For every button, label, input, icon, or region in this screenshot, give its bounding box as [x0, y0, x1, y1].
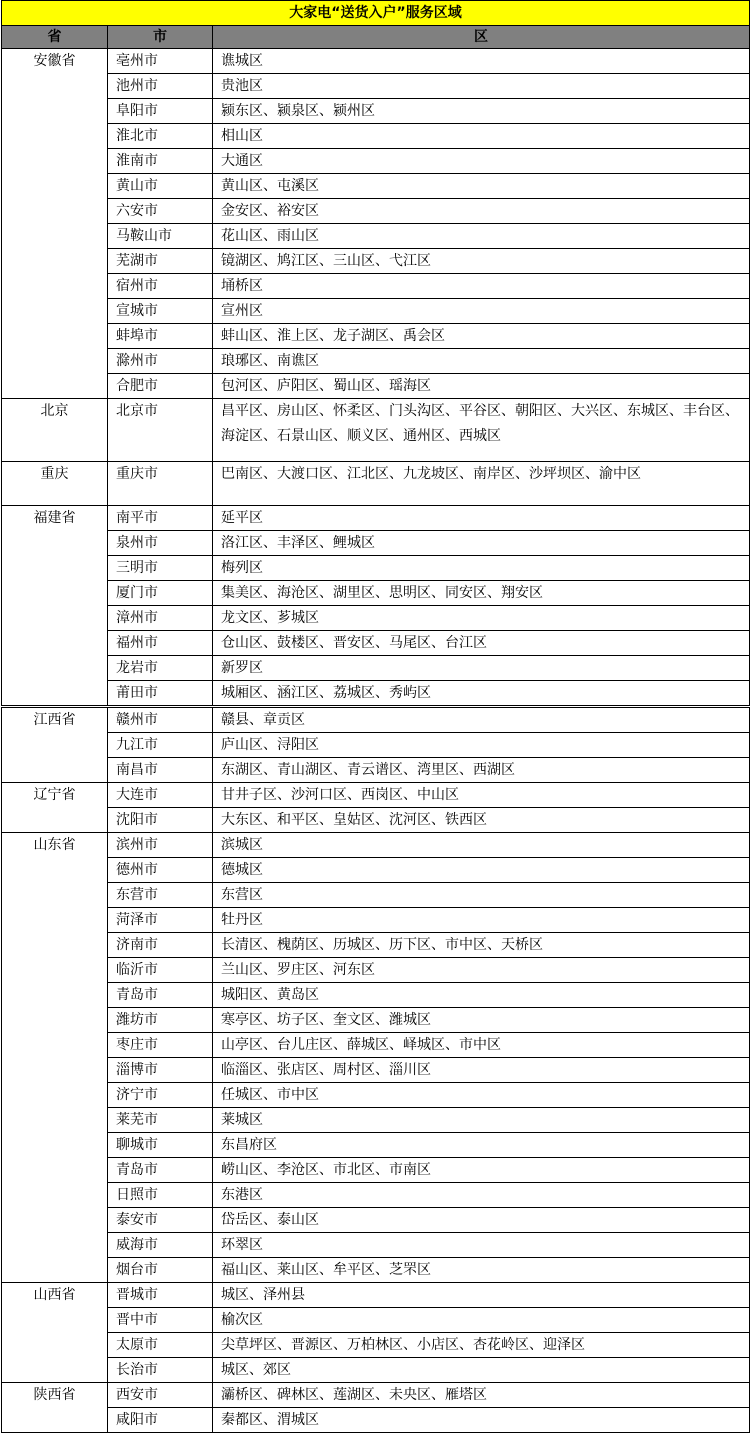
district-cell: 贵池区: [213, 74, 750, 99]
district-cell: 秦都区、渭城区: [213, 1408, 750, 1433]
table-row: [2, 124, 750, 149]
table-row: [2, 656, 750, 681]
city-cell: 淄博市: [108, 1058, 213, 1083]
district-header: 区: [213, 26, 750, 49]
city-cell: 重庆市: [108, 462, 213, 506]
city-cell: 漳州市: [108, 606, 213, 631]
table-row: [2, 1008, 750, 1033]
table-row: [2, 506, 750, 531]
district-cell: 昌平区、房山区、怀柔区、门头沟区、平谷区、朝阳区、大兴区、东城区、丰台区、海淀区、石景山区、顺义区、通州区、西城区: [213, 399, 750, 462]
city-cell: 东营市: [108, 883, 213, 908]
city-cell: 长治市: [108, 1358, 213, 1383]
district-cell: 牡丹区: [213, 908, 750, 933]
table-row: [2, 74, 750, 99]
district-cell: 滨城区: [213, 833, 750, 858]
table-row: [2, 933, 750, 958]
district-cell: 琅琊区、南谯区: [213, 349, 750, 374]
city-cell: 咸阳市: [108, 1408, 213, 1433]
table-row: [2, 462, 750, 506]
city-cell: 青岛市: [108, 983, 213, 1008]
city-cell: 潍坊市: [108, 1008, 213, 1033]
district-cell: 甘井子区、沙河口区、西岗区、中山区: [213, 783, 750, 808]
district-cell: 东昌府区: [213, 1133, 750, 1158]
table-row: [2, 1208, 750, 1233]
city-cell: 烟台市: [108, 1258, 213, 1283]
table-row: [2, 1308, 750, 1333]
table-row: [2, 249, 750, 274]
district-cell: 谯城区: [213, 49, 750, 74]
district-cell: 延平区: [213, 506, 750, 531]
city-cell: 马鞍山市: [108, 224, 213, 249]
table-row: [2, 1158, 750, 1183]
district-cell: 蚌山区、淮上区、龙子湖区、禹会区: [213, 324, 750, 349]
city-cell: 莱芜市: [108, 1108, 213, 1133]
district-cell: 城区、泽州县: [213, 1283, 750, 1308]
city-cell: 黄山市: [108, 174, 213, 199]
district-cell: 仓山区、鼓楼区、晋安区、马尾区、台江区: [213, 631, 750, 656]
city-cell: 龙岩市: [108, 656, 213, 681]
table-row: [2, 556, 750, 581]
district-cell: 巴南区、大渡口区、江北区、九龙坡区、南岸区、沙坪坝区、渝中区: [213, 462, 750, 506]
district-cell: 龙文区、芗城区: [213, 606, 750, 631]
city-cell: 阜阳市: [108, 99, 213, 124]
table-row: [2, 581, 750, 606]
city-cell: 宣城市: [108, 299, 213, 324]
district-cell: 镜湖区、鸠江区、三山区、弋江区: [213, 249, 750, 274]
district-cell: 集美区、海沧区、湖里区、思明区、同安区、翔安区: [213, 581, 750, 606]
district-cell: 莱城区: [213, 1108, 750, 1133]
district-cell: 兰山区、罗庄区、河东区: [213, 958, 750, 983]
district-cell: 宣州区: [213, 299, 750, 324]
city-cell: 宿州市: [108, 274, 213, 299]
table-row: [2, 324, 750, 349]
table-row: [2, 606, 750, 631]
province-cell: 陕西省: [2, 1383, 108, 1433]
city-cell: 临沂市: [108, 958, 213, 983]
district-cell: 长清区、槐荫区、历城区、历下区、市中区、天桥区: [213, 933, 750, 958]
district-cell: 岱岳区、泰山区: [213, 1208, 750, 1233]
district-cell: 包河区、庐阳区、蜀山区、瑶海区: [213, 374, 750, 399]
title-row: [2, 1, 750, 26]
city-cell: 蚌埠市: [108, 324, 213, 349]
district-cell: 新罗区: [213, 656, 750, 681]
city-cell: 聊城市: [108, 1133, 213, 1158]
table-row: [2, 199, 750, 224]
table-row: [2, 1033, 750, 1058]
table-row: [2, 274, 750, 299]
district-cell: 榆次区: [213, 1308, 750, 1333]
province-cell: 江西省: [2, 707, 108, 783]
province-cell: 北京: [2, 399, 108, 462]
district-cell: 尖草坪区、晋源区、万柏林区、小店区、杏花岭区、迎泽区: [213, 1333, 750, 1358]
city-cell: 晋城市: [108, 1283, 213, 1308]
header-row: [2, 26, 750, 49]
table-row: [2, 1058, 750, 1083]
district-cell: 寒亭区、坊子区、奎文区、潍城区: [213, 1008, 750, 1033]
district-cell: 福山区、莱山区、牟平区、芝罘区: [213, 1258, 750, 1283]
district-cell: 城区、郊区: [213, 1358, 750, 1383]
city-cell: 赣州市: [108, 707, 213, 733]
table-row: [2, 1283, 750, 1308]
city-cell: 泉州市: [108, 531, 213, 556]
district-cell: 庐山区、浔阳区: [213, 733, 750, 758]
table-body: [2, 49, 750, 1433]
city-cell: 枣庄市: [108, 1033, 213, 1058]
table-row: [2, 531, 750, 556]
district-cell: 金安区、裕安区: [213, 199, 750, 224]
district-cell: 梅列区: [213, 556, 750, 581]
city-cell: 晋中市: [108, 1308, 213, 1333]
district-cell: 大通区: [213, 149, 750, 174]
city-cell: 三明市: [108, 556, 213, 581]
table-row: [2, 958, 750, 983]
table-row: [2, 733, 750, 758]
district-cell: 花山区、雨山区: [213, 224, 750, 249]
city-header: 市: [108, 26, 213, 49]
district-cell: 环翠区: [213, 1233, 750, 1258]
city-cell: 合肥市: [108, 374, 213, 399]
district-cell: 洛江区、丰泽区、鲤城区: [213, 531, 750, 556]
city-cell: 德州市: [108, 858, 213, 883]
table-row: [2, 374, 750, 399]
table-row: [2, 681, 750, 707]
city-cell: 太原市: [108, 1333, 213, 1358]
district-cell: 任城区、市中区: [213, 1083, 750, 1108]
district-cell: 灞桥区、碑林区、莲湖区、未央区、雁塔区: [213, 1383, 750, 1408]
city-cell: 济宁市: [108, 1083, 213, 1108]
district-cell: 东港区: [213, 1183, 750, 1208]
table-row: [2, 808, 750, 833]
table-row: [2, 908, 750, 933]
district-cell: 山亭区、台儿庄区、薛城区、峄城区、市中区: [213, 1033, 750, 1058]
table-row: [2, 1233, 750, 1258]
district-cell: 颍东区、颍泉区、颍州区: [213, 99, 750, 124]
city-cell: 南平市: [108, 506, 213, 531]
city-cell: 芜湖市: [108, 249, 213, 274]
district-cell: 德城区: [213, 858, 750, 883]
city-cell: 大连市: [108, 783, 213, 808]
table-row: [2, 758, 750, 783]
city-cell: 九江市: [108, 733, 213, 758]
city-cell: 泰安市: [108, 1208, 213, 1233]
table-row: [2, 1133, 750, 1158]
table-row: [2, 149, 750, 174]
province-cell: 重庆: [2, 462, 108, 506]
city-cell: 滁州市: [108, 349, 213, 374]
province-cell: 山东省: [2, 833, 108, 1283]
district-cell: 城厢区、涵江区、荔城区、秀屿区: [213, 681, 750, 707]
city-cell: 威海市: [108, 1233, 213, 1258]
table-row: [2, 983, 750, 1008]
district-cell: 大东区、和平区、皇姑区、沈河区、铁西区: [213, 808, 750, 833]
table-row: [2, 833, 750, 858]
city-cell: 池州市: [108, 74, 213, 99]
table-row: [2, 1083, 750, 1108]
city-cell: 莆田市: [108, 681, 213, 707]
table-row: [2, 1108, 750, 1133]
city-cell: 淮北市: [108, 124, 213, 149]
province-cell: 福建省: [2, 506, 108, 707]
city-cell: 菏泽市: [108, 908, 213, 933]
city-cell: 淮南市: [108, 149, 213, 174]
city-cell: 日照市: [108, 1183, 213, 1208]
table-row: [2, 299, 750, 324]
table-row: [2, 631, 750, 656]
district-cell: 黄山区、屯溪区: [213, 174, 750, 199]
table-row: [2, 1408, 750, 1433]
service-area-table: [1, 0, 750, 1433]
table-row: [2, 707, 750, 733]
district-cell: 东营区: [213, 883, 750, 908]
table-row: [2, 1333, 750, 1358]
district-cell: 赣县、章贡区: [213, 707, 750, 733]
city-cell: 亳州市: [108, 49, 213, 74]
district-cell: 城阳区、黄岛区: [213, 983, 750, 1008]
table-row: [2, 1358, 750, 1383]
table-title: 大家电“送货入户”服务区域: [2, 1, 750, 26]
table-row: [2, 174, 750, 199]
province-cell: 安徽省: [2, 49, 108, 399]
city-cell: 厦门市: [108, 581, 213, 606]
city-cell: 滨州市: [108, 833, 213, 858]
city-cell: 济南市: [108, 933, 213, 958]
district-cell: 埇桥区: [213, 274, 750, 299]
table-row: [2, 399, 750, 462]
province-cell: 山西省: [2, 1283, 108, 1383]
province-cell: 辽宁省: [2, 783, 108, 833]
table-row: [2, 783, 750, 808]
table-row: [2, 1383, 750, 1408]
table-row: [2, 99, 750, 124]
district-cell: 崂山区、李沧区、市北区、市南区: [213, 1158, 750, 1183]
city-cell: 福州市: [108, 631, 213, 656]
district-cell: 临淄区、张店区、周村区、淄川区: [213, 1058, 750, 1083]
table-row: [2, 49, 750, 74]
table-row: [2, 349, 750, 374]
city-cell: 沈阳市: [108, 808, 213, 833]
district-cell: 东湖区、青山湖区、青云谱区、湾里区、西湖区: [213, 758, 750, 783]
province-header: 省: [2, 26, 108, 49]
table-row: [2, 1258, 750, 1283]
district-cell: 相山区: [213, 124, 750, 149]
table-row: [2, 224, 750, 249]
table-row: [2, 858, 750, 883]
city-cell: 南昌市: [108, 758, 213, 783]
city-cell: 青岛市: [108, 1158, 213, 1183]
table-row: [2, 1183, 750, 1208]
table-row: [2, 883, 750, 908]
city-cell: 六安市: [108, 199, 213, 224]
city-cell: 西安市: [108, 1383, 213, 1408]
city-cell: 北京市: [108, 399, 213, 462]
